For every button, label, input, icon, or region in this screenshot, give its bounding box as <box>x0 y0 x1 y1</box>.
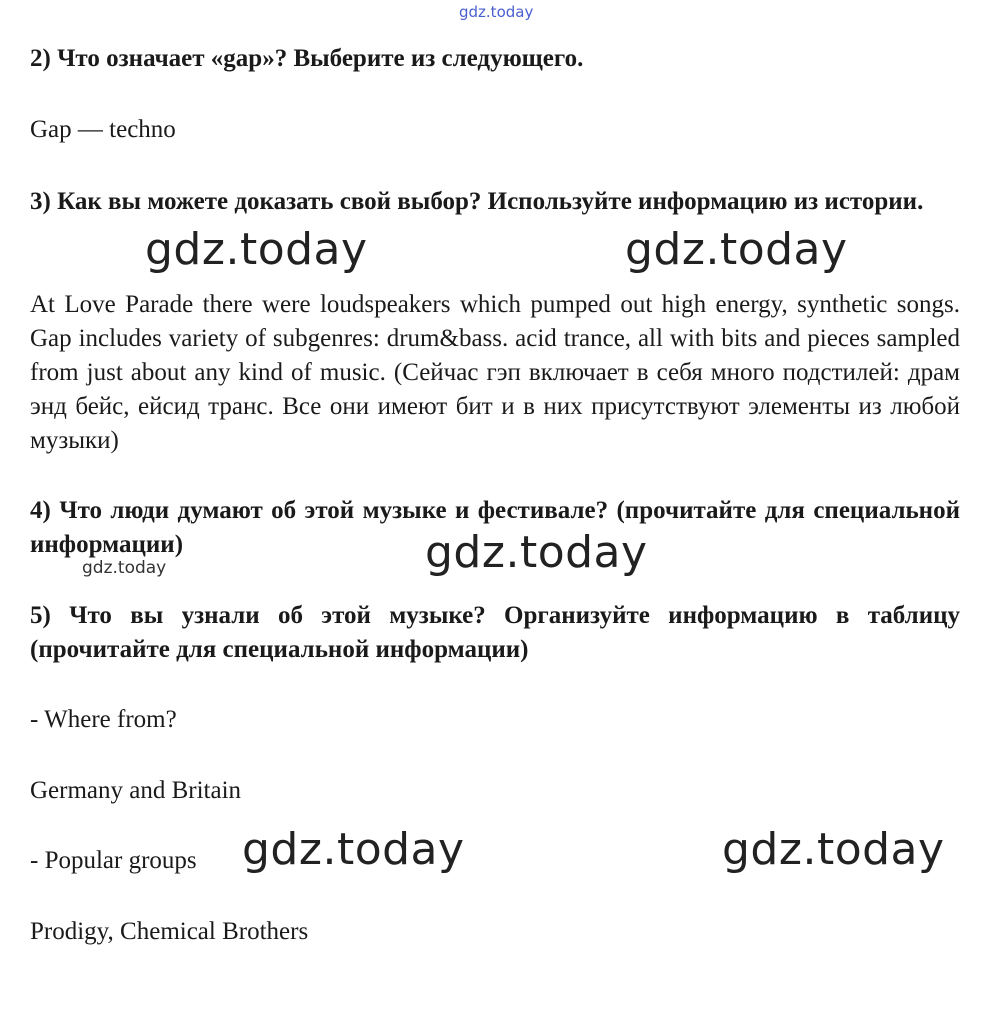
question-2: 2) Что означает «gap»? Выберите из следующего. <box>30 45 584 72</box>
answer-2: Gap — techno <box>30 116 176 143</box>
popular-groups-value: Prodigy, Chemical Brothers <box>30 918 309 945</box>
question-3: 3) Как вы можете доказать свой выбор? Используйте информацию из истории. <box>30 188 924 215</box>
watermark-q5-left: gdz.today <box>242 824 465 875</box>
answer-3: At Love Parade there were loudspeakers which pumped out high energy, synthetic songs. Gap includes variety of subgenres: drum&bass. acid trance, all with bits and pieces sampled from just about any kind of music. (Сейчас гэп включает в себя много подстилей: драм энд бейс, ейсид транс. Все они имеют бит и в них присутствуют элементы из любой музыки) <box>30 291 960 454</box>
watermark-top: gdz.today <box>459 3 534 21</box>
question-5: 5) Что вы узнали об этой музыке? Организуйте информацию в таблицу (прочитайте для специальной информации) <box>30 602 960 663</box>
watermark-q3-left: gdz.today <box>145 224 368 275</box>
watermark-q3-right: gdz.today <box>625 224 848 275</box>
watermark-q4: gdz.today <box>425 527 648 578</box>
popular-groups-label: - Popular groups <box>30 847 197 874</box>
question-4: 4) Что люди думают об этой музыке и фестивале? (прочитайте для специальной информации) <box>30 497 960 558</box>
watermark-q4-small: gdz.today <box>82 558 167 578</box>
where-from-label: - Where from? <box>30 706 177 733</box>
where-from-value: Germany and Britain <box>30 777 242 804</box>
watermark-q5-right: gdz.today <box>722 824 945 875</box>
